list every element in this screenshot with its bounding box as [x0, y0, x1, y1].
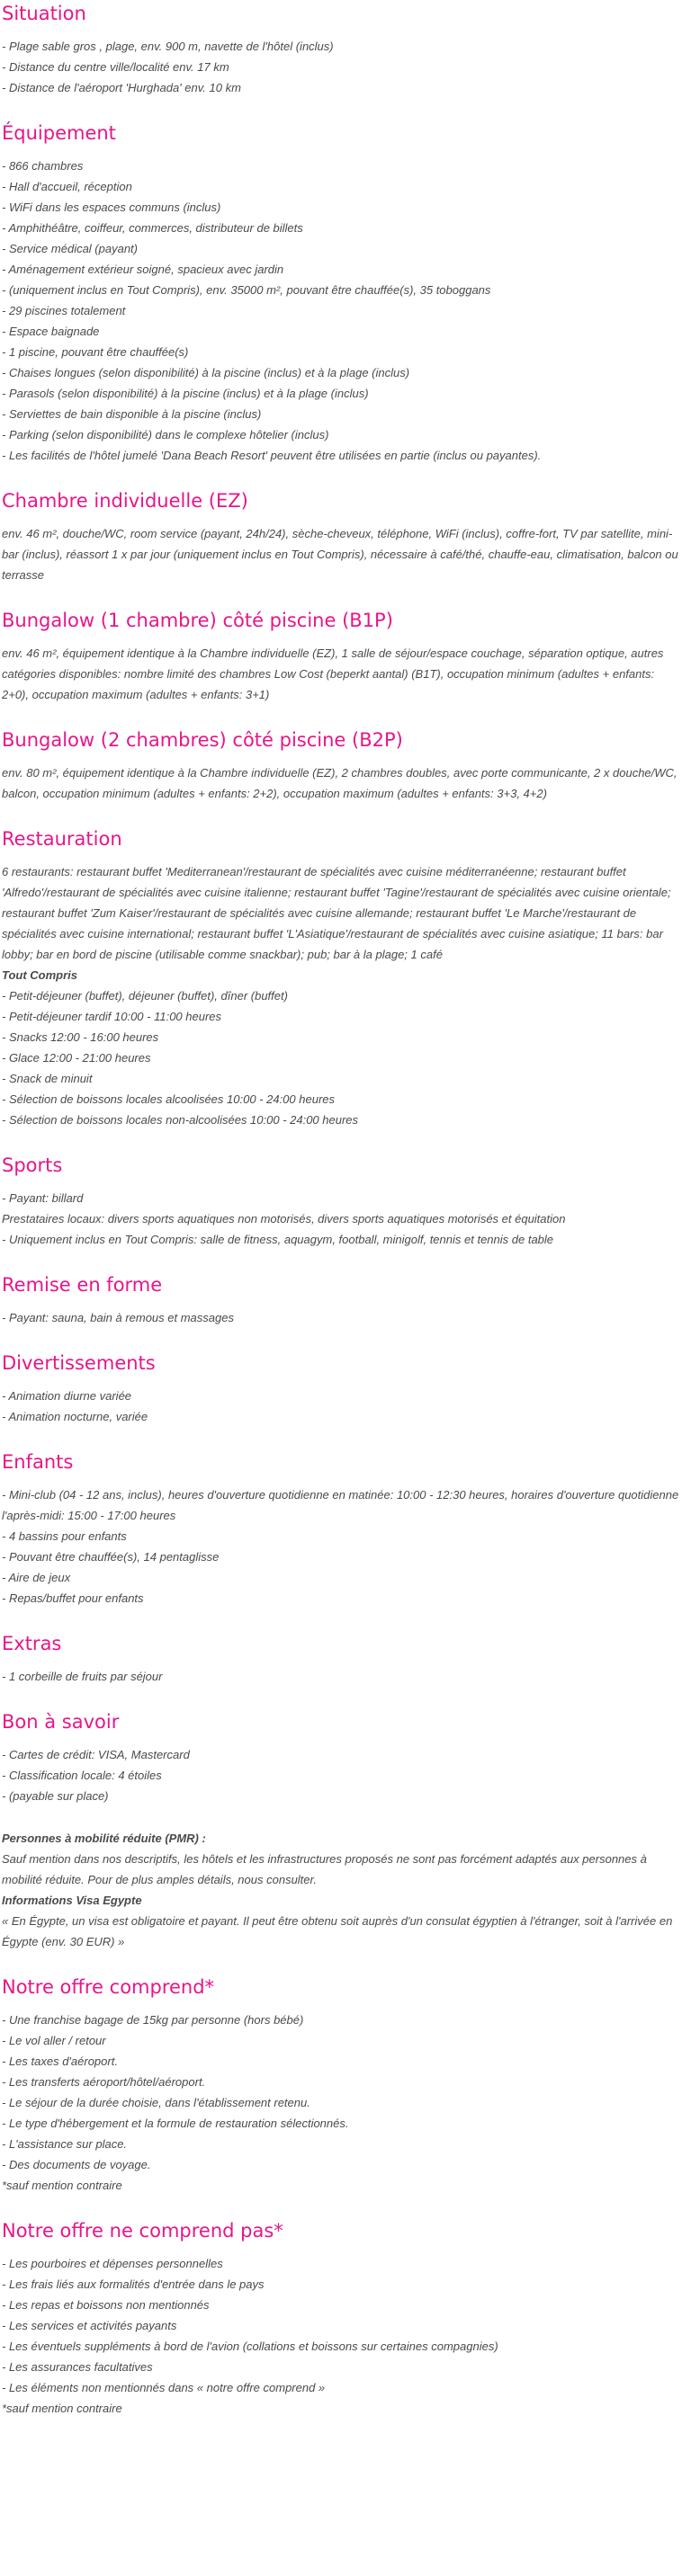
list-item: - Hall d'accueil, réception — [2, 180, 132, 193]
section-title: Divertissements — [2, 1352, 156, 1374]
section — [2, 1152, 680, 1250]
list-item: - L'assistance sur place. — [2, 2137, 128, 2151]
list-item: - Service médical (payant) — [2, 242, 138, 255]
section — [2, 607, 680, 705]
section-title: Enfants — [2, 1451, 74, 1473]
section-title: Bon à savoir — [2, 1711, 120, 1733]
list-item: - Les pourboires et dépenses personnelles — [2, 2257, 223, 2270]
list-item: - Une franchise bagage de 15kg par personne (hors bébé) — [2, 2013, 304, 2027]
list-item: - Parking (selon disponibilité) dans le complexe hôtelier (inclus) — [2, 428, 329, 441]
section-spacer — [2, 98, 680, 120]
note-text: Sauf mention dans nos descriptifs, les hôtels et les infrastructures proposés ne sont pas forcément adaptés aux personnes à mobilité réduite. Pour de plus amples détails, nous consulter. — [2, 1852, 647, 1886]
list-item: - WiFi dans les espaces communs (inclus) — [2, 201, 221, 214]
section-title: Restauration — [2, 828, 122, 850]
section — [2, 2217, 680, 2419]
list-item: - 4 bassins pour enfants — [2, 1529, 127, 1543]
list-item: - 1 corbeille de fruits par séjour — [2, 1670, 163, 1683]
section-paragraph: - Mini-club (04 - 12 ans, inclus), heures d'ouverture quotidienne en matinée: 10:00 - 12:30 heures, horaires d'ouverture quotidienne l'après-midi: 15:00 - 17:00 heures — [2, 1488, 679, 1522]
list-item: - Le séjour de la durée choisie, dans l'établissement retenu. — [2, 2096, 310, 2109]
list-item: *sauf mention contraire — [2, 2402, 122, 2415]
list-item: - Sélection de boissons locales non-alcoolisées 10:00 - 24:00 heures — [2, 1113, 359, 1127]
section-spacer — [2, 1250, 680, 1271]
list-item: - 1 piscine, pouvant être chauffée(s) — [2, 345, 189, 359]
section-title: Remise en forme — [2, 1274, 163, 1296]
section-title: Bungalow (2 chambres) côté piscine (B2P) — [2, 729, 403, 751]
list-item: - Les facilités de l'hôtel jumelé 'Dana Beach Resort' peuvent être utilisées en partie (inclus ou payantes). — [2, 449, 542, 462]
list-item: - Snack de minuit — [2, 1072, 93, 1085]
section-spacer — [2, 466, 680, 487]
list-item: - Amphithéâtre, coiffeur, commerces, distributeur de billets — [2, 221, 303, 235]
list-item: - Des documents de voyage. — [2, 2158, 151, 2171]
section-subtitle: Tout Compris — [2, 968, 78, 982]
list-item: - Les éléments non mentionnés dans « notre offre comprend » — [2, 2381, 326, 2394]
section-spacer — [2, 1427, 680, 1448]
section-spacer — [2, 1328, 680, 1350]
list-item: - Petit-déjeuner (buffet), déjeuner (buffet), dîner (buffet) — [2, 989, 288, 1003]
section — [2, 1708, 680, 1952]
section-title: Équipement — [2, 122, 116, 144]
list-item: - Distance de l'aéroport 'Hurghada' env. 10 km — [2, 81, 241, 94]
list-item: - Repas/buffet pour enfants — [2, 1591, 144, 1605]
list-item: - Petit-déjeuner tardif 10:00 - 11:00 heures — [2, 1010, 222, 1023]
section-spacer — [2, 2196, 680, 2217]
list-item: - Glace 12:00 - 21:00 heures — [2, 1051, 151, 1065]
section-title: Situation — [2, 3, 86, 24]
section-spacer — [2, 1609, 680, 1630]
list-item: - Parasols (selon disponibilité) à la piscine (inclus) et à la plage (inclus) — [2, 387, 369, 400]
list-item: - Classification locale: 4 étoiles — [2, 1769, 162, 1782]
section — [2, 726, 680, 804]
section — [2, 825, 680, 1130]
list-item: - Aire de jeux — [2, 1571, 71, 1584]
section-title: Notre offre ne comprend pas* — [2, 2220, 283, 2242]
list-item: Prestataires locaux: divers sports aquatiques non motorisés, divers sports aquatiques motorisés et équitation — [2, 1212, 566, 1226]
list-item: - Payant: sauna, bain à remous et massages — [2, 1311, 234, 1324]
note-heading: Personnes à mobilité réduite (PMR) : — [2, 1832, 206, 1845]
list-item: - Aménagement extérieur soigné, spacieux avec jardin — [2, 263, 284, 276]
section-title: Sports — [2, 1154, 63, 1176]
list-item: - Serviettes de bain disponible à la piscine (inclus) — [2, 407, 262, 421]
spacer — [2, 1806, 680, 1828]
section-paragraph: env. 46 m², équipement identique à la Chambre individuelle (EZ), 1 salle de séjour/espace couchage, séparation optique, autres catégories disponibles: nombre limité des chambres Low Cost (beperkt aantal) (B1T), occupation minimum (adultes + enfants: 2+0), occupation maximum (adultes + enfants: 3+1) — [2, 646, 664, 701]
section-spacer — [2, 1952, 680, 1974]
section — [2, 1350, 680, 1427]
list-item: - 29 piscines totalement — [2, 304, 126, 317]
list-item: - Payant: billard — [2, 1191, 84, 1205]
list-item: - Les transferts aéroport/hôtel/aéroport. — [2, 2075, 206, 2089]
list-item: - Espace baignade — [2, 325, 100, 338]
list-item: - Les éventuels suppléments à bord de l'avion (collations et boissons sur certaines compagnies) — [2, 2340, 498, 2353]
section-spacer — [2, 1687, 680, 1708]
section — [2, 1448, 680, 1609]
note-heading: Informations Visa Egypte — [2, 1894, 142, 1907]
section-title: Bungalow (1 chambre) côté piscine (B1P) — [2, 610, 393, 631]
list-item: - 866 chambres — [2, 159, 84, 173]
list-item: - Les frais liés aux formalités d'entrée dans le pays — [2, 2277, 265, 2291]
list-item: - Cartes de crédit: VISA, Mastercard — [2, 1748, 190, 1761]
list-item: - Uniquement inclus en Tout Compris: salle de fitness, aquagym, football, minigolf, tennis et tennis de table — [2, 1233, 554, 1246]
list-item: - Les assurances facultatives — [2, 2360, 153, 2374]
list-item: - Le vol aller / retour — [2, 2034, 106, 2047]
list-item: - Le type d'hébergement et la formule de restauration sélectionnés. — [2, 2117, 349, 2130]
list-item: - Distance du centre ville/localité env. 17 km — [2, 60, 229, 74]
section-title: Chambre individuelle (EZ) — [2, 490, 248, 512]
section — [2, 1271, 680, 1328]
section-spacer — [2, 804, 680, 825]
list-item: - (uniquement inclus en Tout Compris), env. 35000 m², pouvant être chauffée(s), 35 toboggans — [2, 283, 491, 297]
note-text: « En Égypte, un visa est obligatoire et payant. Il peut être obtenu soit auprès d'un consulat égyptien à l'étranger, soit à l'arrivée en Égypte (env. 30 EUR) » — [2, 1914, 673, 1948]
list-item: - Les repas et boissons non mentionnés — [2, 2298, 210, 2312]
list-item: - Snacks 12:00 - 16:00 heures — [2, 1030, 159, 1044]
section-spacer — [2, 585, 680, 607]
section-spacer — [2, 705, 680, 726]
section-title: Extras — [2, 1633, 62, 1654]
list-item: - Sélection de boissons locales alcoolisées 10:00 - 24:00 heures — [2, 1092, 336, 1106]
list-item: - Les taxes d'aéroport. — [2, 2055, 118, 2068]
section-paragraph: env. 46 m², douche/WC, room service (payant, 24h/24), sèche-cheveux, téléphone, WiFi (inclus), coffre-fort, TV par satellite, mini-bar (inclus), réassort 1 x par jour (uniquement inclus en Tout Compris), nécessaire à café/thé, chauffe-eau, climatisation, balcon ou terrasse — [2, 527, 678, 582]
list-item: - (payable sur place) — [2, 1789, 109, 1803]
section — [2, 1630, 680, 1687]
section — [2, 0, 680, 98]
section — [2, 487, 680, 585]
section — [2, 120, 680, 466]
list-item: - Plage sable gros , plage, env. 900 m, navette de l'hôtel (inclus) — [2, 40, 334, 53]
list-item: - Chaises longues (selon disponibilité) à la piscine (inclus) et à la plage (inclus) — [2, 366, 410, 379]
list-item: - Animation diurne variée — [2, 1389, 132, 1403]
section-paragraph: 6 restaurants: restaurant buffet 'Mediterranean'/restaurant de spécialités avec cuisine méditerranéenne; restaurant buffet 'Alfredo'/restaurant de spécialités avec cuisine italienne; restaurant buffet 'Tagine'/restaurant de spécialités avec cuisine orientale; restaurant buffet 'Zum Kaiser'/restaurant de spécialités avec cuisine allemande; restaurant buffet 'Le Marche'/restaurant de spécialités avec cuisine international; restaurant buffet 'L'Asiatique'/restaurant de spécialités avec cuisine asiatique; 11 bars: bar lobby; bar en bord de piscine (utilisable comme snackbar); pub; bar à la plage; 1 café — [2, 865, 671, 961]
list-item: - Animation nocturne, variée — [2, 1410, 148, 1423]
section-spacer — [2, 1130, 680, 1152]
list-item: *sauf mention contraire — [2, 2179, 122, 2192]
section-paragraph: env. 80 m², équipement identique à la Chambre individuelle (EZ), 2 chambres doubles, avec porte communicante, 2 x douche/WC, balcon, occupation minimum (adultes + enfants: 2+2), occupation maximum (adultes + enfants: 3+3, 4+2) — [2, 766, 678, 800]
list-item: - Les services et activités payants — [2, 2319, 177, 2332]
section-title: Notre offre comprend* — [2, 1976, 215, 1998]
section — [2, 1974, 680, 2196]
list-item: - Pouvant être chauffée(s), 14 pentaglisse — [2, 1550, 220, 1564]
